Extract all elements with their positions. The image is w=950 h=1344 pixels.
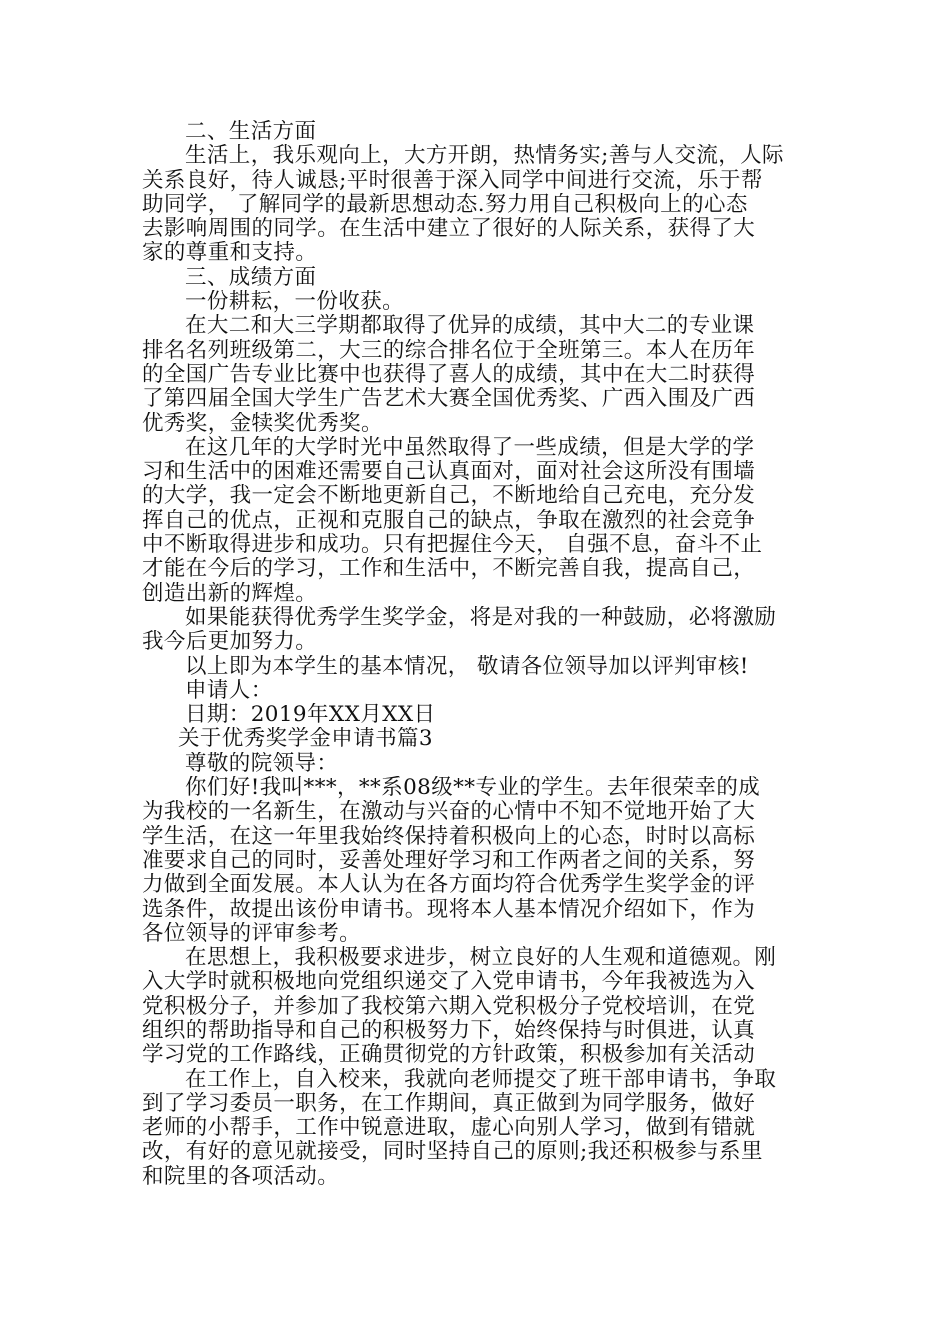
text-line: 一份耕耘，一份收获。 [185,290,405,315]
document-body [142,120,812,1189]
text-line: 以上即为本学生的基本情况， 敬请各位领导加以评判审核! [185,654,749,679]
text-line: 准要求自己的同时，妥善处理好学习和工作两者之间的关系，努 [142,848,756,873]
text-line: 尊敬的院领导： [185,751,339,776]
text-line: 到了学习委员一职务，在工作期间，真正做到为同学服务，做好 [142,1091,756,1116]
text-line: 生活上，我乐观向上，大方开朗，热情务实;善与人交流，人际 [185,144,784,169]
text-line: 日期：2019年XX月XX日 [185,703,436,728]
text-line: 排名名列班级第二，大三的综合排名位于全班第三。本人在历年 [142,338,756,363]
text-line: 创造出新的辉煌。 [142,581,318,606]
text-line: 家的尊重和支持。 [142,241,318,266]
text-line: 在这几年的大学时光中虽然取得了一些成绩，但是大学的学 [185,435,755,460]
text-line: 为我校的一名新生，在激动与兴奋的心情中不知不觉地开始了大 [142,800,756,825]
text-line: 如果能获得优秀学生奖学金，将是对我的一种鼓励，必将激励 [185,605,777,630]
text-line: 各位领导的评审参考。 [142,921,362,946]
text-line: 的全国广告专业比赛中也获得了喜人的成绩，其中在大二时获得 [142,362,756,387]
text-line: 和院里的各项活动。 [142,1164,340,1189]
text-line: 优秀奖，金犊奖优秀奖。 [142,411,383,436]
text-line: 中不断取得进步和成功。只有把握住今天， 自强不息，奋斗不止 [142,533,763,558]
text-line: 你们好!我叫***，**系08级**专业的学生。去年很荣幸的成 [185,776,761,801]
text-line: 挥自己的优点，正视和克服自己的缺点，争取在激烈的社会竞争 [142,508,756,533]
text-line: 我今后更加努力。 [142,630,318,655]
text-line: 党积极分子，并参加了我校第六期入党积极分子党校培训，在党 [142,994,756,1019]
text-line: 选条件，故提出该份申请书。现将本人基本情况介绍如下，作为 [142,897,756,922]
text-line: 学生活，在这一年里我始终保持着积极向上的心态，时时以高标 [142,824,756,849]
text-line: 学习党的工作路线，正确贯彻党的方针政策，积极参加有关活动 [142,1043,756,1068]
text-line: 习和生活中的困难还需要自己认真面对，面对社会这所没有围墙 [142,460,756,485]
text-line: 才能在今后的学习，工作和生活中，不断完善自我，提高自己， [142,557,756,582]
text-line: 去影响周围的同学。在生活中建立了很好的人际关系，获得了大 [142,217,756,242]
text-line: 在思想上，我积极要求进步，树立良好的人生观和道德观。刚 [185,946,777,971]
text-line: 在工作上，自入校来，我就向老师提交了班干部申请书，争取 [185,1067,777,1092]
text-line: 申请人： [185,678,273,703]
text-line: 关系良好，待人诚恳;平时很善于深入同学中间进行交流，乐于帮 [142,168,763,193]
text-line: 的大学，我一定会不断地更新自己，不断地给自己充电，充分发 [142,484,756,509]
text-line: 老师的小帮手，工作中锐意进取，虚心向别人学习，做到有错就 [142,1116,756,1141]
text-line: 力做到全面发展。本人认为在各方面均符合优秀学生奖学金的评 [142,873,756,898]
text-line: 组织的帮助指导和自己的积极努力下，始终保持与时俱进，认真 [142,1018,756,1043]
text-line: 了第四届全国大学生广告艺术大赛全国优秀奖、广西入围及广西 [142,387,756,412]
text-line: 三、成绩方面 [185,265,317,290]
text-line: 改，有好的意见就接受，同时坚持自己的原则;我还积极参与系里 [142,1140,763,1165]
text-line: 入大学时就积极地向党组织递交了入党申请书，今年我被选为入 [142,970,756,995]
text-line: 在大二和大三学期都取得了优异的成绩，其中大二的专业课 [185,314,755,339]
text-line: 关于优秀奖学金申请书篇3 [178,727,433,752]
text-line: 二、生活方面 [185,120,317,144]
text-line: 助同学， 了解同学的最新思想动态.努力用自己积极向上的心态 [142,192,748,217]
